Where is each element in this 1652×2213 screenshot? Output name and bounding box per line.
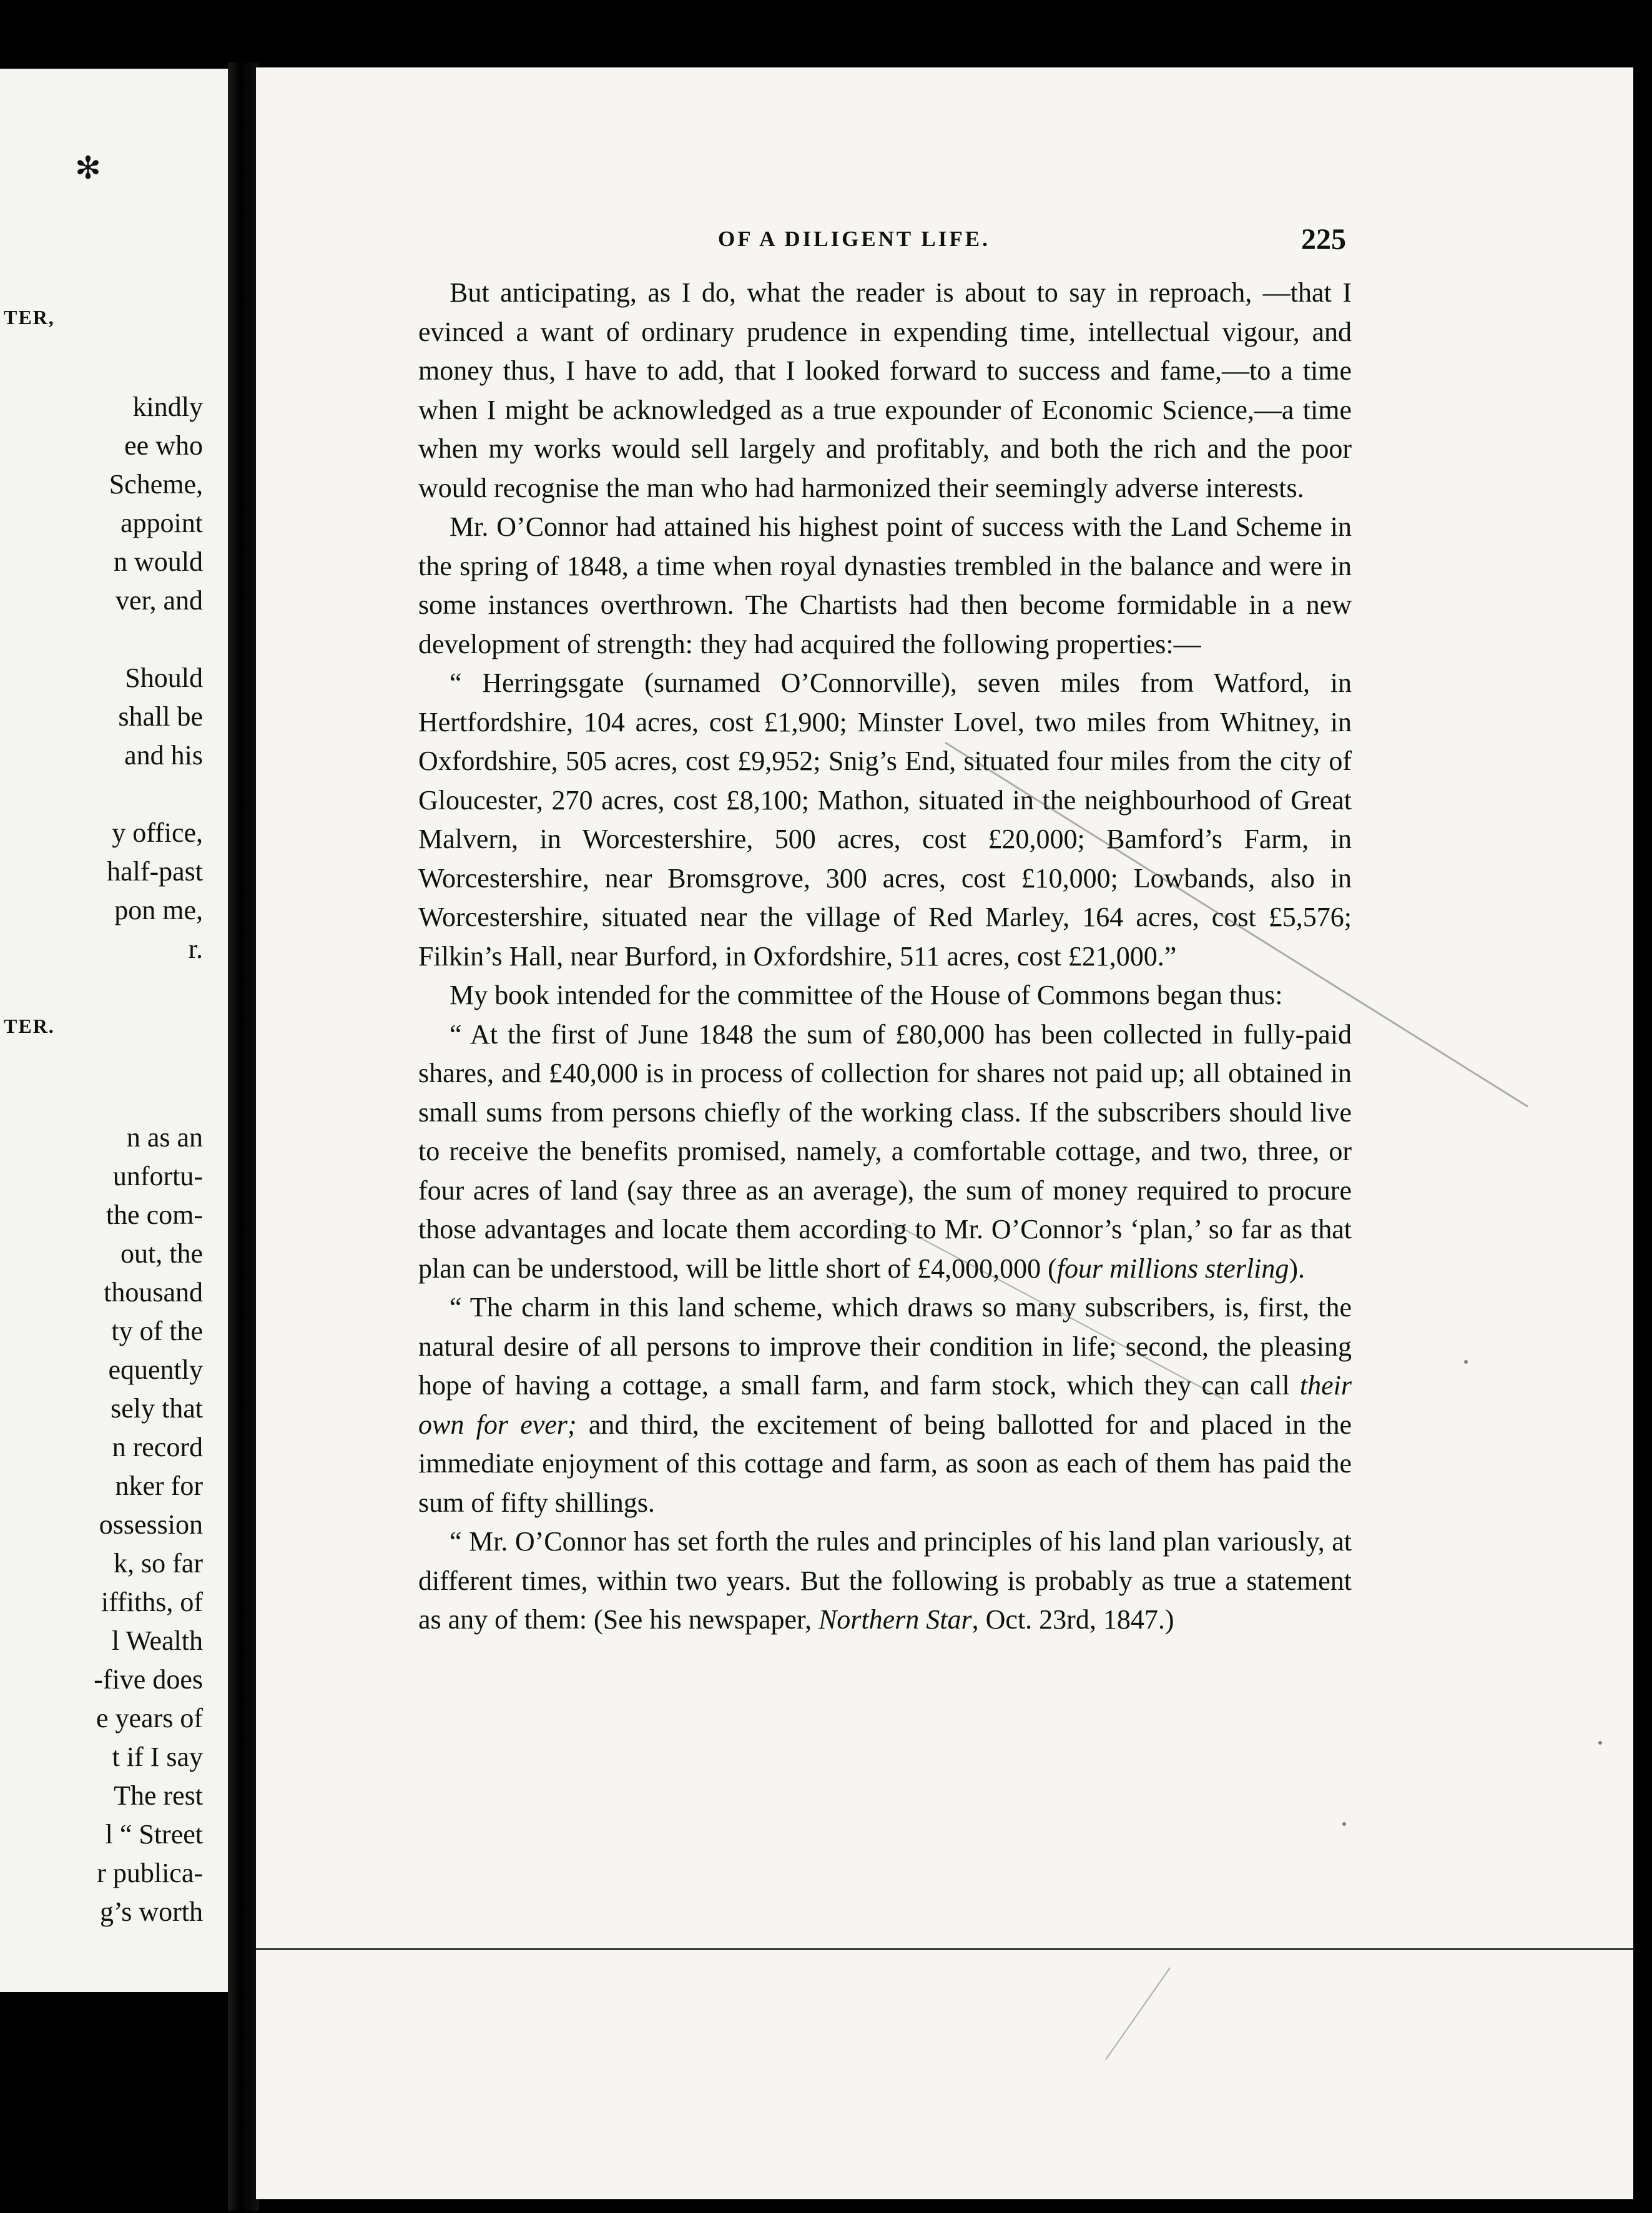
- left-line-fragment: pon me,: [114, 895, 203, 925]
- left-header-fragment: TER,: [4, 306, 55, 328]
- left-header-fragment-2: TER.: [4, 1015, 55, 1037]
- left-line-fragment: iffiths, of: [101, 1587, 203, 1617]
- previous-page-fragment: [0, 69, 228, 1992]
- left-line-fragment: ee who: [124, 430, 203, 461]
- paragraph-3-quote: “ Herringsgate (surnamed O’Connorville), seven miles from Watford, in Hertfordshire, 104 acres, cost £1,900; Minster Lovel, two miles from Whitney, in Oxfordshire, 505 acres, cost £9,952; Snig’s End, situated four miles from the city of Gloucester, 270 acres, cost £8,100; Mathon, situated in the neighbourhood of Great Malvern, in Worcestershire, 500 acres, cost £20,000; Bamford’s Farm, in Worcestershire, near Bromsgrove, 300 acres, cost £10,000; Lowbands, also in Worcestershire, situated near the village of Red Marley, 164 acres, cost £5,576; Filkin’s Hall, near Burford, in Oxfordshire, 511 acres, cost £21,000.”: [418, 668, 1352, 972]
- paragraph-5-italic: four millions sterling: [1056, 1253, 1289, 1284]
- paragraph-1: But anticipating, as I do, what the reader is about to say in reproach, —that I evinced a want of ordinary prudence in expending time, intellectual vigour, and money thus, I have to add, that I looked forward to success and fame,—to a time when I might be acknowledged as a true expounder of Economic Science,—a time when my works would sell largely and profitably, and both the rich and the poor would recognise the man who had harmonized their seemingly adverse interests.: [418, 277, 1352, 503]
- scan-scratch: [1105, 1968, 1171, 2061]
- paragraph-2: Mr. O’Connor had attained his highest point of success with the Land Scheme in the spring of 1848, a time when royal dynasties trembled in the balance and were in some instances overthrown. The Chartists had then become formidable in a new development of strength: they had acquired the following properties:—: [418, 511, 1352, 659]
- paragraph-7-end: , Oct. 23rd, 1847.): [971, 1604, 1174, 1635]
- paragraph-5-end: ).: [1289, 1253, 1305, 1284]
- left-line-fragment: y office,: [112, 817, 203, 848]
- left-line-fragment: Should: [125, 663, 203, 693]
- paragraph-4: My book intended for the committee of the House of Commons began thus:: [450, 980, 1283, 1010]
- left-line-fragment: thousand: [104, 1277, 203, 1308]
- left-line-fragment: r publica-: [97, 1858, 203, 1888]
- paragraph-6-text: “ The charm in this land scheme, which draws so many subscribers, is, first, the natural desire of all persons to improve their condition in life; second, the pleasing hope of having a cottage, a small farm, and farm stock, which they can call: [418, 1292, 1352, 1401]
- left-line-fragment: equently: [108, 1354, 203, 1385]
- left-line-fragment: ty of the: [111, 1316, 203, 1346]
- left-line-fragment: and his: [124, 740, 203, 771]
- book-gutter: [228, 62, 259, 2211]
- left-line-fragment: ossession: [99, 1509, 203, 1540]
- left-line-fragment: -five does: [94, 1664, 203, 1695]
- left-line-fragment: l “ Street: [105, 1819, 203, 1850]
- ink-blot: ✻: [75, 150, 101, 185]
- left-line-fragment: half-past: [107, 856, 203, 887]
- book-page: [256, 67, 1633, 2199]
- paragraph-7-text: “ Mr. O’Connor has set forth the rules and principles of his land plan variously, at different times, within two years. But the following is probably as true a statement as any of them: (See his newspaper,: [418, 1526, 1352, 1635]
- paragraph-7-quote: [418, 1522, 1352, 1640]
- left-line-fragment: l Wealth: [112, 1625, 203, 1656]
- scan-speck: [1598, 1741, 1602, 1745]
- paragraph-7-italic: Northern Star: [818, 1604, 972, 1635]
- paragraph-6-end: and third, the excitement of being ballotted for and placed in the immediate enjoyment of this cottage and farm, as soon as each of them has paid the sum of fifty shillings.: [418, 1409, 1352, 1518]
- left-line-fragment: t if I say: [112, 1742, 203, 1772]
- page-bottom-rule: [256, 1948, 1633, 1950]
- paragraph-6-italic: their own for ever;: [418, 1370, 1352, 1440]
- paragraph-6-quote: [418, 1288, 1352, 1522]
- page-body: [418, 274, 1352, 1640]
- scan-speck: [1342, 1822, 1346, 1826]
- left-line-fragment: g’s worth: [100, 1896, 203, 1927]
- running-head: OF A DILIGENT LIFE.: [718, 227, 990, 251]
- left-line-fragment: appoint: [120, 508, 203, 538]
- left-line-fragment: The rest: [114, 1780, 203, 1811]
- paragraph-5-quote: [418, 1015, 1352, 1289]
- left-line-fragment: ver, and: [116, 585, 203, 616]
- left-line-fragment: out, the: [120, 1238, 203, 1269]
- left-line-fragment: k, so far: [114, 1548, 203, 1579]
- scan-speck: [1464, 1360, 1468, 1364]
- left-line-fragment: r.: [188, 934, 203, 964]
- left-line-fragment: the com-: [106, 1200, 203, 1230]
- left-line-fragment: e years of: [96, 1703, 203, 1733]
- left-line-fragment: kindly: [132, 392, 203, 422]
- left-line-fragment: unfortu-: [112, 1161, 203, 1191]
- left-line-fragment: n record: [112, 1432, 203, 1462]
- page-number: 225: [1301, 223, 1346, 256]
- paragraph-5-text: “ At the first of June 1848 the sum of £80,000 has been collected in fully-paid shares, and £40,000 is in process of collection for shares not paid up; all obtained in small sums from persons chiefly of the working class. If the subscribers should live to receive the benefits promised, namely, a comfortable cottage, and two, three, or four acres of land (say three as an average), the sum of money required to procure those advantages and locate them according to Mr. O’Connor’s ‘plan,’ so far as that plan can be understood, will be little short of £4,000,000 (: [418, 1018, 1352, 1284]
- left-line-fragment: nker for: [115, 1471, 203, 1501]
- left-line-fragment: n as an: [126, 1122, 203, 1153]
- left-line-fragment: Scheme,: [109, 469, 203, 500]
- left-line-fragment: n would: [114, 546, 203, 577]
- left-line-fragment: shall be: [118, 701, 203, 732]
- left-line-fragment: sely that: [111, 1393, 203, 1424]
